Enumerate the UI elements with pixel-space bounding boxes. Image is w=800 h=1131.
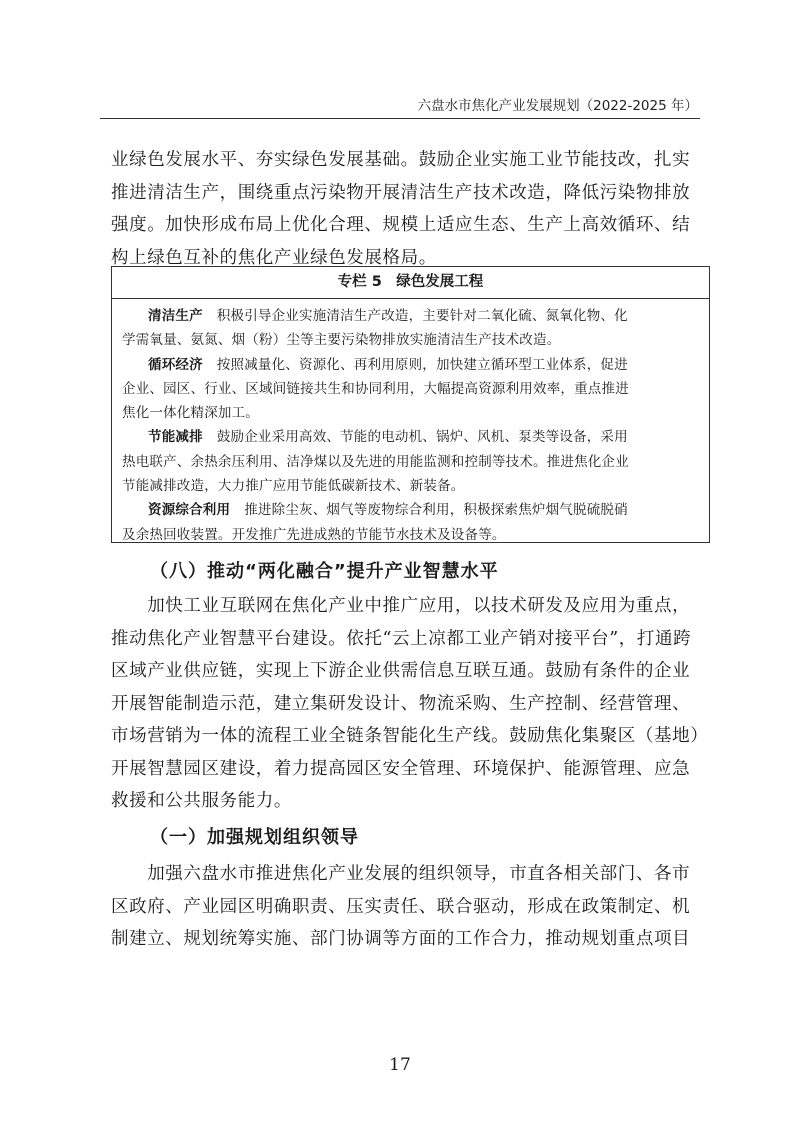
text-line: 开展智慧园区建设，着力提高园区安全管理、环境保护、能源管理、应急 [111,758,691,779]
text-line [122,425,697,449]
feature-box-green-engineering [111,266,710,543]
box-item-circular-economy [122,353,697,426]
text-line: 焦化一体化精深加工。 [122,405,259,422]
paragraph-green-development [111,144,696,274]
text-line: 热电联产、余热余压利用、洁净煤以及先进的用能监测和控制等技术。推进焦化企业 [122,453,629,470]
text-line: 区域产业供应链，实现上下游企业供需信息互联互通。鼓励有条件的企业 [111,661,691,681]
text-line: 区政府、产业园区明确职责、压实责任、联合驱动，形成在政策制定、机 [111,896,691,917]
text-line [122,304,697,328]
box-item-resource-utilization [122,498,697,547]
header-rule [100,118,700,119]
text-line: 业绿色发展水平、夯实绿色发展基础。鼓励企业实施工业节能技改，扎实 [111,150,691,170]
text-line: 学需氧量、氨氮、烟（粉）尘等主要污染物排放实施清洁生产技术改造。 [122,332,561,349]
section-heading-1: （一）加强规划组织领导 [150,827,359,848]
feature-box-body [112,299,709,547]
feature-box-title: 专栏 5 绿色发展工程 [112,267,709,299]
text-line: 加强六盘水市推进焦化产业发展的组织领导，市直各相关部门、各市 [111,864,691,884]
text-line: 推进清洁生产，围绕重点污染物开展清洁生产技术改造，降低污染物排放 [111,182,691,203]
text-line: 强度。加快形成布局上优化合理、规模上适应生态、生产上高效循环、结 [111,215,691,235]
box-item-label: 清洁生产 [148,308,203,324]
box-item-text: 积极引导企业实施清洁生产改造，主要针对二氧化硫、氮氧化物、化 [216,308,628,324]
text-line [122,498,697,522]
text-line [122,353,697,377]
box-item-text: 鼓励企业采用高效、节能的电动机、锅炉、风机、泵类等设备，采用 [216,429,628,446]
paragraph-organization [111,858,696,956]
box-item-label: 节能减排 [148,429,203,446]
text-line: 及余热回收装置。开发推广先进成熟的节能节水技术及设备等。 [122,526,506,543]
text-line: 构上绿色互补的焦化产业绿色发展格局。 [111,247,437,268]
box-item-label: 资源综合利用 [148,502,231,519]
text-line: 企业、园区、行业、区域间链接共生和协同利用，大幅提高资源利用效率，重点推进 [122,380,629,397]
text-line: 救援和公共服务能力。 [111,791,292,811]
text-line: 加快工业互联网在焦化产业中推广应用，以技术研发及应用为重点， [111,596,691,616]
box-item-energy-saving [122,425,697,498]
text-line: 市场营销为一体的流程工业全链条智能化生产线。鼓励焦化集聚区（基地） [111,726,709,746]
box-item-clean-production [122,304,697,353]
paragraph-smart-industry [111,590,709,818]
box-item-text: 按照减量化、资源化、再利用原则，加快建立循环型工业体系，促进 [216,356,628,373]
text-line: 节能减排改造，大力推广应用节能低碳新技术、新装备。 [122,478,465,495]
running-header: 六盘水市焦化产业发展规划（2022-2025 年） [417,98,698,114]
text-line: 开展智能制造示范，建立集研发设计、物流采购、生产控制、经营管理、 [111,693,691,714]
text-line: 推动焦化产业智慧平台建设。依托“云上凉都工业产销对接平台”，打通跨 [111,628,692,649]
box-item-label: 循环经济 [148,356,203,373]
section-heading-8: （八）推动“两化融合”提升产业智慧水平 [150,561,499,582]
page-number: 17 [389,1055,411,1075]
box-item-text: 推进除尘灰、烟气等废物综合利用，积极探索焦炉烟气脱硫脱硝 [244,502,628,519]
text-line: 制建立、规划统筹实施、部门协调等方面的工作合力，推动规划重点项目 [111,929,691,949]
